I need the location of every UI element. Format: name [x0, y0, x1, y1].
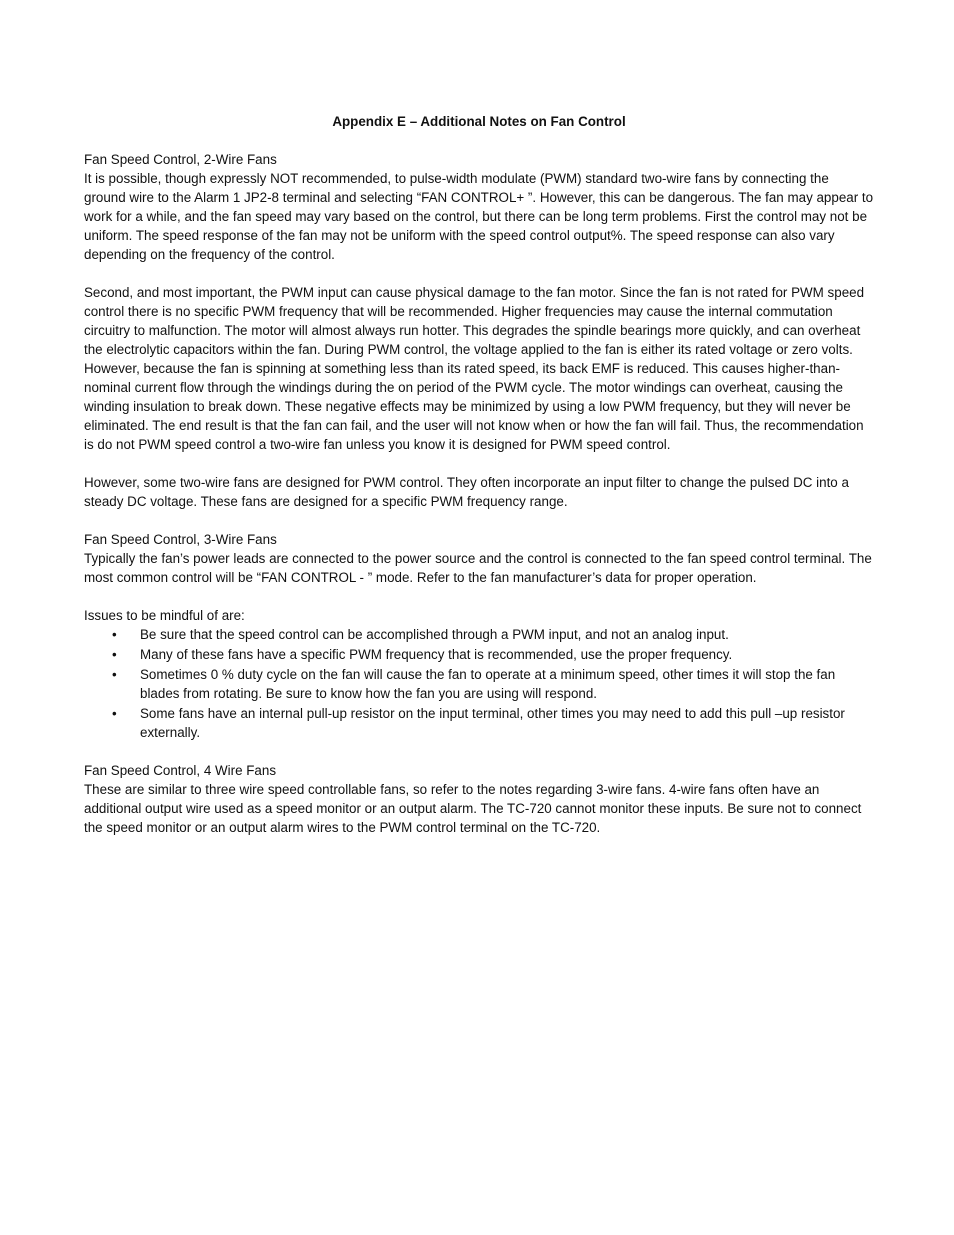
list-item	[84, 665, 874, 703]
section-heading: Fan Speed Control, 2-Wire Fans	[84, 152, 277, 167]
paragraph: It is possible, though expressly NOT recommended, to pulse-width modulate (PWM) standard two-wire fans by connecting the ground wire to the Alarm 1 JP2-8 terminal and selecting “FAN CONTROL+ ”. However, this can be dangerous. The fan may appear to work for a while, and the fan speed may vary based on the control, but there can be long term problems. First the control may not be uniform. The speed response of the fan may not be uniform with the speed control output%. The speed response can also vary depending on the frequency of the control.	[84, 171, 874, 262]
list-item-text: Some fans have an internal pull-up resistor on the input terminal, other times you may need to add this pull –up resistor externally.	[140, 706, 845, 740]
section-2-wire-fans	[84, 150, 874, 511]
bullet-icon: •	[112, 667, 117, 682]
section-4-wire-fans	[84, 761, 874, 837]
list-item-text: Sometimes 0 % duty cycle on the fan will cause the fan to operate at a minimum speed, other times it will stop the fan blades from rotating. Be sure to know how the fan you are using will respond.	[140, 667, 836, 701]
list-item	[84, 645, 874, 664]
page-title: Appendix E – Additional Notes on Fan Control	[332, 114, 626, 129]
paragraph: Typically the fan’s power leads are connected to the power source and the control is connected to the fan speed control terminal. The most common control will be “FAN CONTROL - ” mode. Refer to the fan manufacturer’s data for proper operation.	[84, 551, 872, 585]
bullet-icon: •	[112, 627, 117, 642]
issues-intro: Issues to be mindful of are:	[84, 608, 245, 623]
section-3-wire-fans	[84, 530, 874, 742]
section-heading: Fan Speed Control, 4 Wire Fans	[84, 763, 277, 778]
document-page	[84, 112, 874, 856]
bullet-icon: •	[112, 647, 117, 662]
list-item-text: Many of these fans have a specific PWM frequency that is recommended, use the proper frequency.	[140, 647, 733, 662]
bullet-icon: •	[112, 706, 117, 721]
list-item	[84, 625, 874, 644]
list-item-text: Be sure that the speed control can be accomplished through a PWM input, and not an analog input.	[140, 627, 729, 642]
issues-list	[84, 625, 874, 742]
paragraph: However, some two-wire fans are designed for PWM control. They often incorporate an input filter to change the pulsed DC into a steady DC voltage. These fans are designed for a specific PWM frequency range.	[84, 475, 849, 509]
list-item	[84, 704, 874, 742]
paragraph: These are similar to three wire speed controllable fans, so refer to the notes regarding 3-wire fans. 4-wire fans often have an additional output wire used as a speed monitor or an output alarm. The TC-720 cannot monitor these inputs. Be sure not to connect the speed monitor or an output alarm wires to the PWM control terminal on the TC-720.	[84, 782, 862, 835]
paragraph: Second, and most important, the PWM input can cause physical damage to the fan motor. Since the fan is not rated for PWM speed control there is no specific PWM frequency that will be recommended. Higher frequencies may cause the internal commutation circuitry to malfunction. The motor will almost always run hotter. This degrades the spindle bearings more quickly, and can overheat the electrolytic capacitors within the fan. During PWM control, the voltage applied to the fan is either its rated voltage or zero volts. However, because the fan is spinning at something less than its rated speed, its back EMF is reduced. This causes higher-than-nominal current flow through the windings during the on period of the PWM cycle. The motor windings can overheat, causing the winding insulation to break down. These negative effects may be minimized by using a low PWM frequency, but they will never be eliminated. The end result is that the fan can fail, and the user will not know when or how the fan will fail. Thus, the recommendation is do not PWM speed control a two-wire fan unless you know it is designed for PWM speed control.	[84, 285, 865, 452]
section-heading: Fan Speed Control, 3-Wire Fans	[84, 532, 277, 547]
